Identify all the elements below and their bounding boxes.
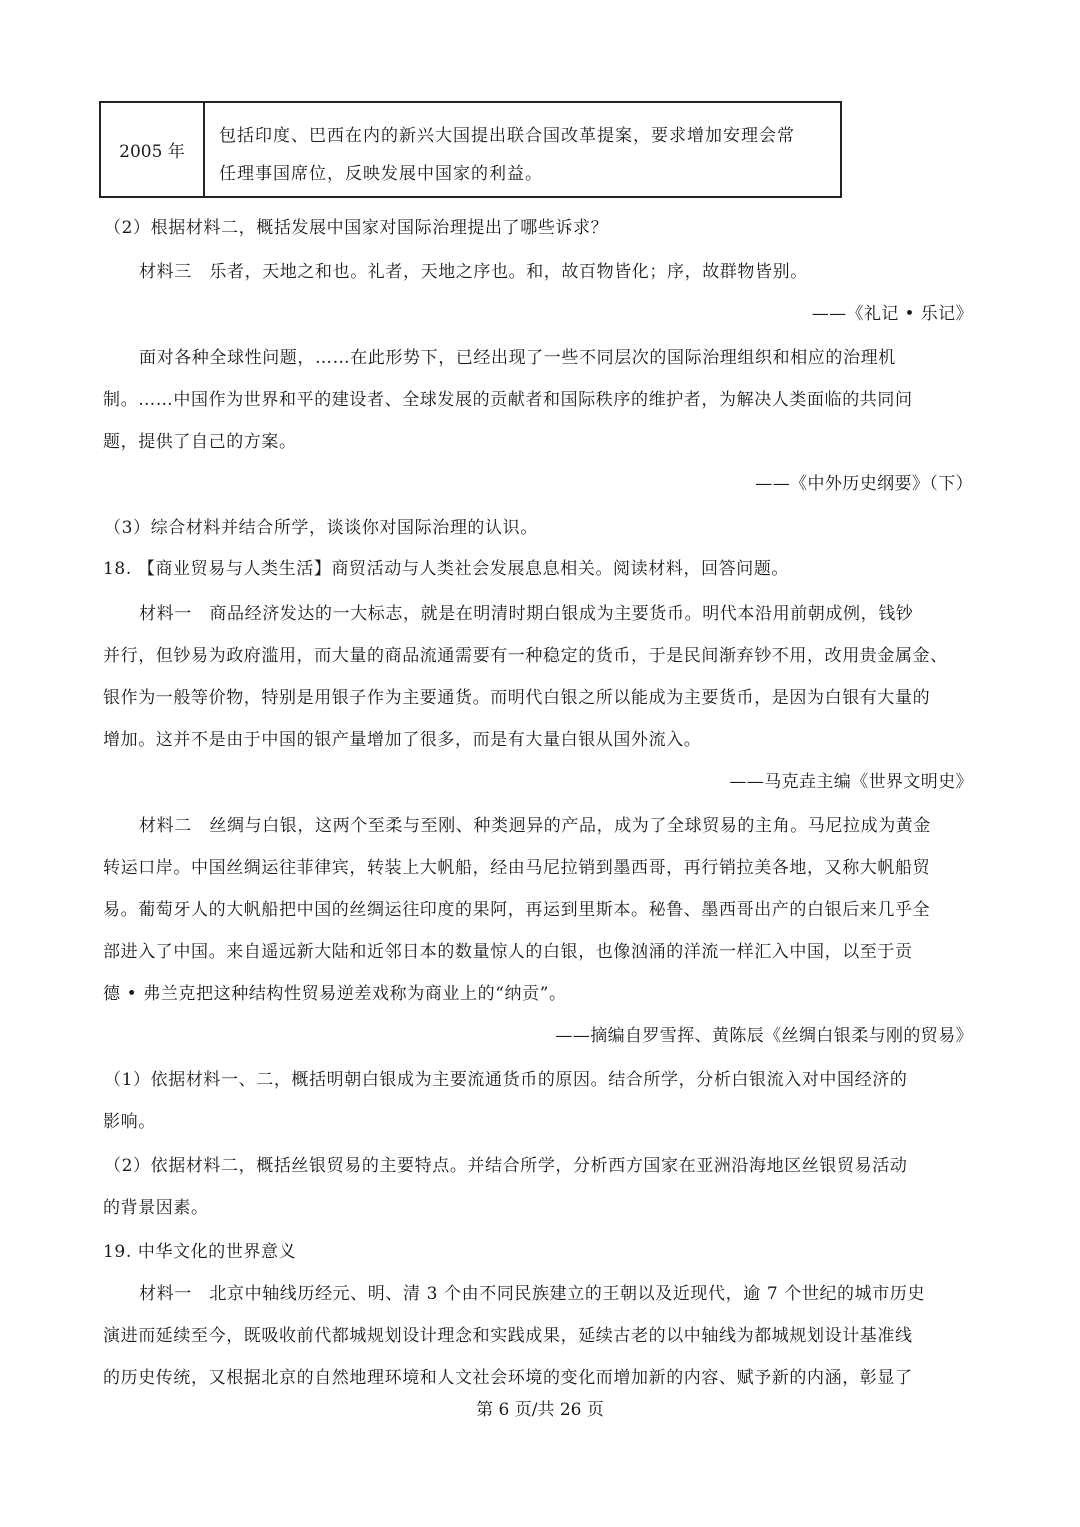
q18-question2-line: 的背景因素。 bbox=[103, 1198, 209, 1218]
material3-quote: 材料三 乐者，天地之和也。礼者，天地之序也。和，故百物皆化；序，故群物皆别。 bbox=[139, 262, 808, 282]
q18-material1-line: 银作为一般等价物，特别是用银子作为主要通货。而明代白银之所以能成为主要货币，是因为白银有大量的 bbox=[103, 688, 931, 708]
material3-text-line: 制。……中国作为世界和平的建设者、全球发展的贡献者和国际秩序的维护者，为解决人类面临的共同问 bbox=[103, 390, 913, 410]
q19-material1-line: 材料一 北京中轴线历经元、明、清 3 个由不同民族建立的王朝以及近现代，逾 7 个世纪的城市历史 bbox=[139, 1284, 926, 1304]
q18-material2-line: 材料二 丝绸与白银，这两个至柔与至刚、种类迥异的产品，成为了全球贸易的主角。马尼拉成为黄金 bbox=[139, 816, 931, 836]
history-table-row bbox=[99, 101, 842, 198]
q18-material2-line: 易。葡萄牙人的大帆船把中国的丝绸运往印度的果阿，再运到里斯本。秘鲁、墨西哥出产的白银后来几乎全 bbox=[103, 900, 931, 920]
q18-material2-line: 德 • 弗兰克把这种结构性贸易逆差戏称为商业上的“纳贡”。 bbox=[103, 984, 567, 1004]
page-number: 第 6 页/共 26 页 bbox=[476, 1400, 604, 1420]
q18-question2-line: （2）依据材料二，概括丝银贸易的主要特点。并结合所学，分析西方国家在亚洲沿海地区丝银贸易活动 bbox=[104, 1156, 908, 1176]
material3-text-line: 面对各种全球性问题，……在此形势下，已经出现了一些不同层次的国际治理组织和相应的治理机 bbox=[139, 348, 896, 368]
material3-source: ——《中外历史纲要》（下） bbox=[755, 474, 973, 494]
q18-material2-source: ——摘编自罗雪挥、黄陈辰《丝绸白银柔与刚的贸易》 bbox=[555, 1026, 973, 1046]
q19-material1-line: 的历史传统，又根据北京的自然地理环境和人文社会环境的变化而增加新的内容、赋予新的内涵，彰显了 bbox=[103, 1368, 913, 1388]
table-content-cell bbox=[205, 103, 840, 196]
q18-material1-line: 并行，但钞易为政府滥用，而大量的商品流通需要有一种稳定的货币，于是民间渐弃钞不用，改用贵金属金、 bbox=[103, 646, 948, 666]
table-content-line: 任理事国席位，反映发展中国家的利益。 bbox=[219, 164, 543, 184]
table-content-line: 包括印度、巴西在内的新兴大国提出联合国改革提案，要求增加安理会常 bbox=[219, 126, 795, 146]
q18-material1-line: 增加。这并不是由于中国的银产量增加了很多，而是有大量白银从国外流入。 bbox=[103, 730, 702, 750]
question-17-2: （2）根据材料二，概括发展中国家对国际治理提出了哪些诉求？ bbox=[104, 218, 609, 238]
material3-text-line: 题，提供了自己的方案。 bbox=[103, 432, 297, 452]
question-17-3: （3）综合材料并结合所学，谈谈你对国际治理的认识。 bbox=[104, 518, 538, 538]
question-19-title: 19. 中华文化的世界意义 bbox=[103, 1242, 297, 1262]
question-18-title: 18. 【商业贸易与人类生活】商贸活动与人类社会发展息息相关。阅读材料，回答问题。 bbox=[103, 559, 790, 579]
q18-question1-line: 影响。 bbox=[103, 1112, 156, 1132]
table-year-cell: 2005 年 bbox=[101, 103, 205, 196]
q18-material1-line: 材料一 商品经济发达的一大标志，就是在明清时期白银成为主要货币。明代本沿用前朝成例，钱钞 bbox=[139, 604, 914, 624]
q18-material1-source: ——马克垚主编《世界文明史》 bbox=[729, 772, 973, 792]
q19-material1-line: 演进而延续至今，既吸收前代都城规划设计理念和实践成果，延续古老的以中轴线为都城规划设计基准线 bbox=[103, 1326, 913, 1346]
material3-quote-source: ——《礼记 • 乐记》 bbox=[811, 304, 973, 324]
q18-material2-line: 部进入了中国。来自遥远新大陆和近邻日本的数量惊人的白银，也像汹涌的洋流一样汇入中国，以至于贡 bbox=[103, 942, 913, 962]
q18-material2-line: 转运口岸。中国丝绸运往菲律宾，转装上大帆船，经由马尼拉销到墨西哥，再行销拉美各地，又称大帆船贸 bbox=[103, 858, 931, 878]
q18-question1-line: （1）依据材料一、二，概括明朝白银成为主要流通货币的原因。结合所学，分析白银流入对中国经济的 bbox=[104, 1070, 908, 1090]
